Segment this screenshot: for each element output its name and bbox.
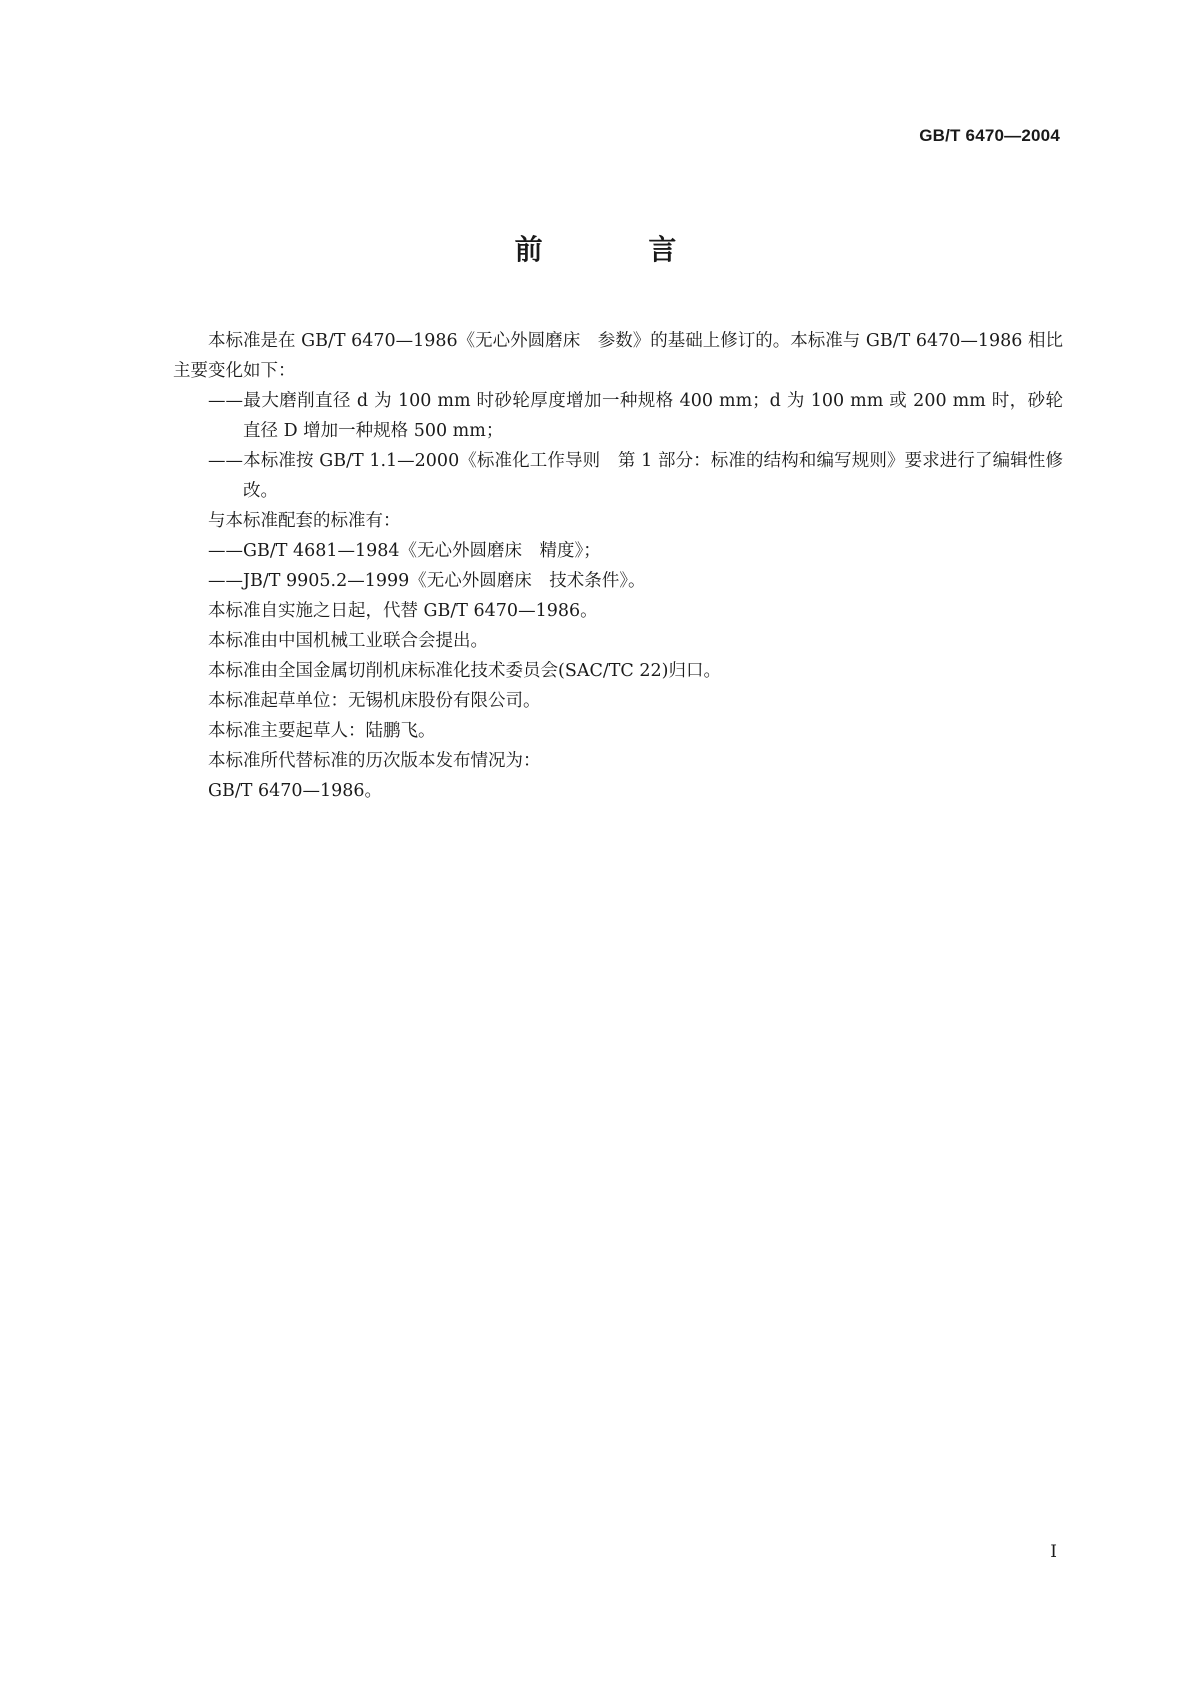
history-intro: 本标准所代替标准的历次版本发布情况为： [208,751,541,771]
proposer-statement: 本标准由中国机械工业联合会提出。 [208,631,488,651]
foreword-body [173,326,1063,806]
drafter-statement: 本标准主要起草人：陆鹏飞。 [208,721,436,741]
related-standards-intro: 与本标准配套的标准有： [208,511,401,531]
history-item: GB/T 6470—1986。 [208,781,383,801]
committee-statement: 本标准由全国金属切削机床标准化技术委员会(SAC/TC 22)归口。 [208,661,721,681]
related-standard-item-1: ——GB/T 4681—1984《无心外圆磨床 精度》； [208,541,601,561]
standard-code: GB/T 6470—2004 [919,126,1060,145]
drafting-unit-statement: 本标准起草单位：无锡机床股份有限公司。 [208,691,541,711]
intro-paragraph: 本标准是在 GB/T 6470—1986《无心外圆磨床 参数》的基础上修订的。本标准与 GB/T 6470—1986 相比主要变化如下： [173,331,1063,381]
related-standard-item-2: ——JB/T 9905.2—1999《无心外圆磨床 技术条件》。 [208,571,646,591]
replacement-statement: 本标准自实施之日起，代替 GB/T 6470—1986。 [208,601,598,621]
page-number: I [1050,1542,1057,1562]
page-title: 前 言 [514,233,725,266]
change-item-2: ——本标准按 GB/T 1.1—2000《标准化工作导则 第 1 部分：标准的结构和编写规则》要求进行了编辑性修改。 [208,451,1063,501]
change-item-1: ——最大磨削直径 d 为 100 mm 时砂轮厚度增加一种规格 400 mm；d 为 100 mm 或 200 mm 时，砂轮直径 D 增加一种规格 500 mm； [208,391,1063,441]
